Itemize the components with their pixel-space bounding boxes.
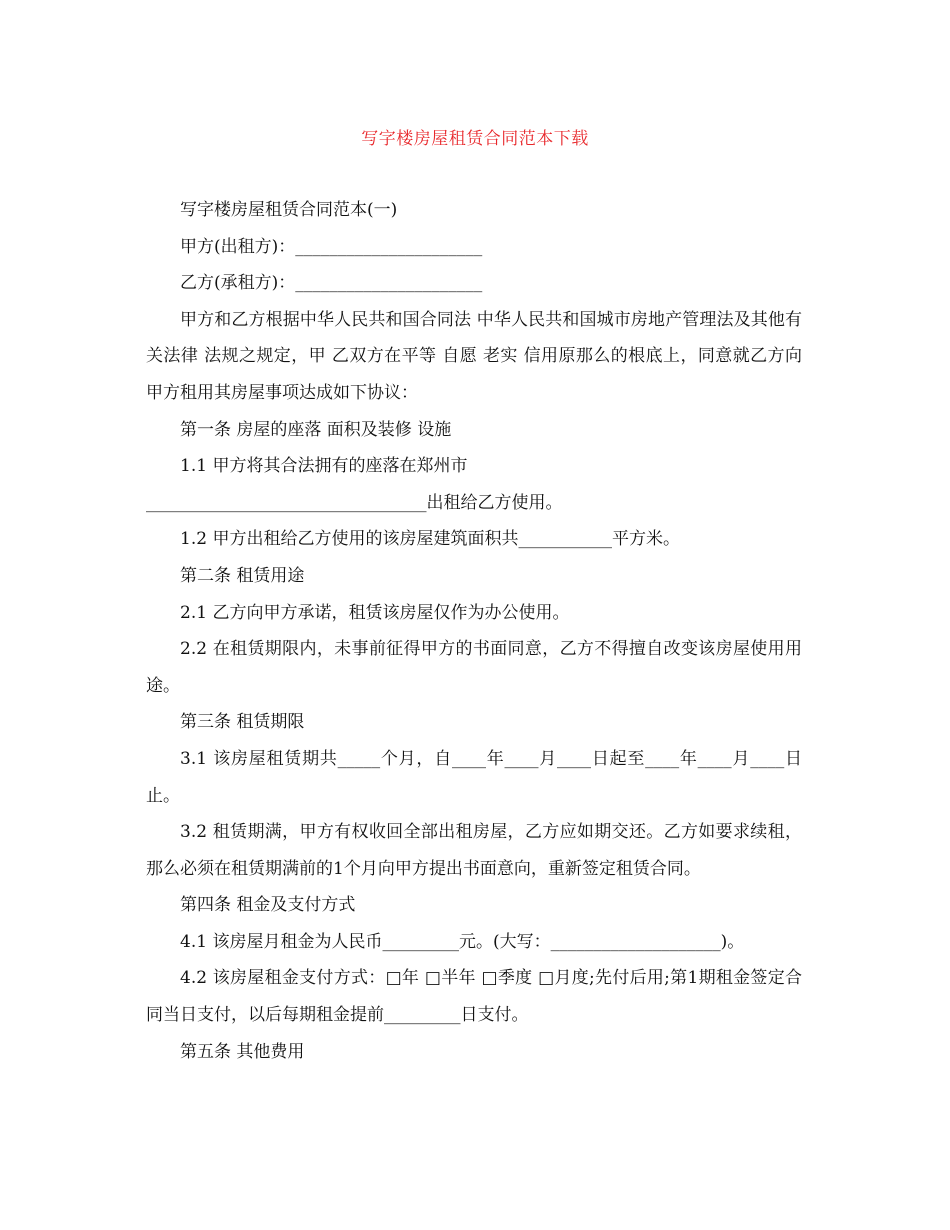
- article-5-heading: 第五条 其他费用: [180, 1041, 305, 1062]
- clause-2-1: 2.1 乙方向甲方承诺，租赁该房屋仅作为办公使用。: [180, 602, 570, 623]
- paragraph-subtitle: 写字楼房屋租赁合同范本(一): [180, 200, 398, 220]
- article-1-heading: 第一条 房屋的座落 面积及装修 设施: [180, 419, 452, 440]
- clause-3-1: 3.1 该房屋租赁期共_____个月，自____年____月____日起至____年____月____日止。: [146, 748, 802, 806]
- clause-1-2: 1.2 甲方出租给乙方使用的该房屋建筑面积共___________平方米。: [180, 529, 680, 550]
- clause-3-2: 3.2 租赁期满，甲方有权收回全部出租房屋，乙方应如期交还。乙方如要求续租，那么必须在租赁期满前的1个月向甲方提出书面意向，重新签定租赁合同。: [146, 822, 802, 879]
- paragraph-party-b: 乙方(承租方)：______________________: [180, 273, 483, 294]
- article-4-heading: 第四条 租金及支付方式: [180, 895, 356, 916]
- paragraph-party-a: 甲方(出租方)：______________________: [180, 236, 483, 257]
- article-2-heading: 第二条 租赁用途: [180, 565, 305, 586]
- paragraph-preamble: 甲方和乙方根据中华人民共和国合同法 中华人民共和国城市房地产管理法及其他有关法律 法规之规定，甲 乙双方在平等 自愿 老实 信用原那么的根底上，同意就乙方向甲方租用其房屋事项达成如下协议：: [146, 309, 802, 403]
- clause-4-1: 4.1 该房屋月租金为人民币_________元。(大写：____________________)。: [180, 931, 745, 952]
- article-3-heading: 第三条 租赁期限: [180, 712, 305, 733]
- clause-1-1-continued: _________________________________出租给乙方使用。: [146, 492, 563, 513]
- clause-1-1: 1.1 甲方将其合法拥有的座落在郑州市: [180, 456, 468, 477]
- clause-2-2: 2.2 在租赁期限内，未事前征得甲方的书面同意，乙方不得擅自改变该房屋使用用途。: [146, 639, 802, 696]
- document-title: 写字楼房屋租赁合同范本下载: [361, 129, 589, 149]
- document-body: [146, 192, 802, 1070]
- clause-4-2: 4.2 该房屋租金支付方式：□年 □半年 □季度 □月度;先付后用;第1期租金签定合同当日支付，以后每期租金提前_________日支付。: [146, 968, 802, 1026]
